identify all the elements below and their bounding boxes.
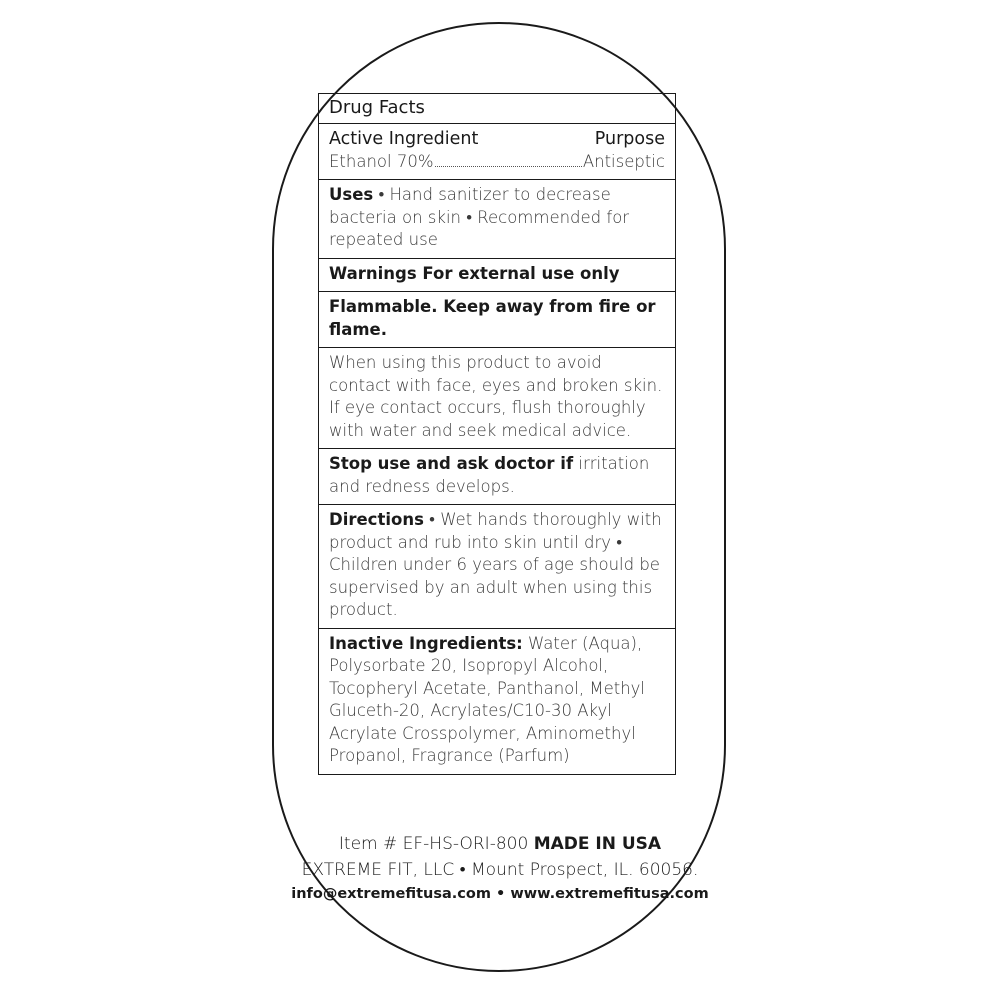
directions-label: Directions [329, 510, 424, 529]
directions-section [319, 504, 675, 628]
stop-use-label: Stop use and ask doctor if [329, 454, 574, 473]
flammable-section: Flammable. Keep away from fire or flame. [319, 291, 675, 347]
company-address: EXTREME FIT, LLC • Mount Prospect, IL. 60056. [301, 860, 699, 880]
ingredient-name: Ethanol 70% [329, 151, 434, 171]
inactive-ingredients-section [319, 628, 675, 774]
uses-label: Uses [329, 185, 374, 204]
stop-use-text: irritation and redness develops. [329, 454, 650, 496]
made-in-usa: MADE IN USA [533, 834, 662, 854]
ingredient-purpose: Antiseptic [582, 151, 665, 171]
stop-use-section [319, 448, 675, 504]
contact-line: info@extremefitusa.com • www.extremefitusa.com [291, 886, 709, 902]
drug-facts-title: Drug Facts [329, 97, 425, 118]
uses-text: • Hand sanitizer to decrease bacteria on skin • Recommended for repeated use [329, 185, 630, 249]
item-number: Item # EF-HS-ORI-800 [338, 834, 534, 854]
leader-dots [435, 165, 582, 167]
warnings-section: Warnings For external use only [319, 258, 675, 292]
directions-text: • Wet hands thoroughly with product and rub into skin until dry • Children under 6 years of age should be supervised by an adult when using this product. [329, 510, 662, 619]
item-number-line [0, 834, 1000, 854]
active-ingredient-section [319, 123, 675, 179]
uses-section [319, 179, 675, 258]
inactive-ingredients-label: Inactive Ingredients: [329, 633, 523, 653]
active-ingredient-header: Active Ingredient [329, 129, 479, 149]
when-using-section: When using this product to avoid contact with face, eyes and broken skin. If eye contact occurs, flush thoroughly with water and seek medical advice. [319, 347, 675, 448]
inactive-ingredients-text: Water (Aqua), Polysorbate 20, Isopropyl Alcohol, Tocopheryl Acetate, Panthanol, Methyl Gluceth-20, Acrylates/C10-30 Akyl Acrylate Crosspolymer, Aminomethyl Propanol, Fragrance (Parfum) [329, 633, 646, 765]
purpose-header: Purpose [594, 129, 665, 149]
drug-facts-panel [318, 93, 676, 775]
